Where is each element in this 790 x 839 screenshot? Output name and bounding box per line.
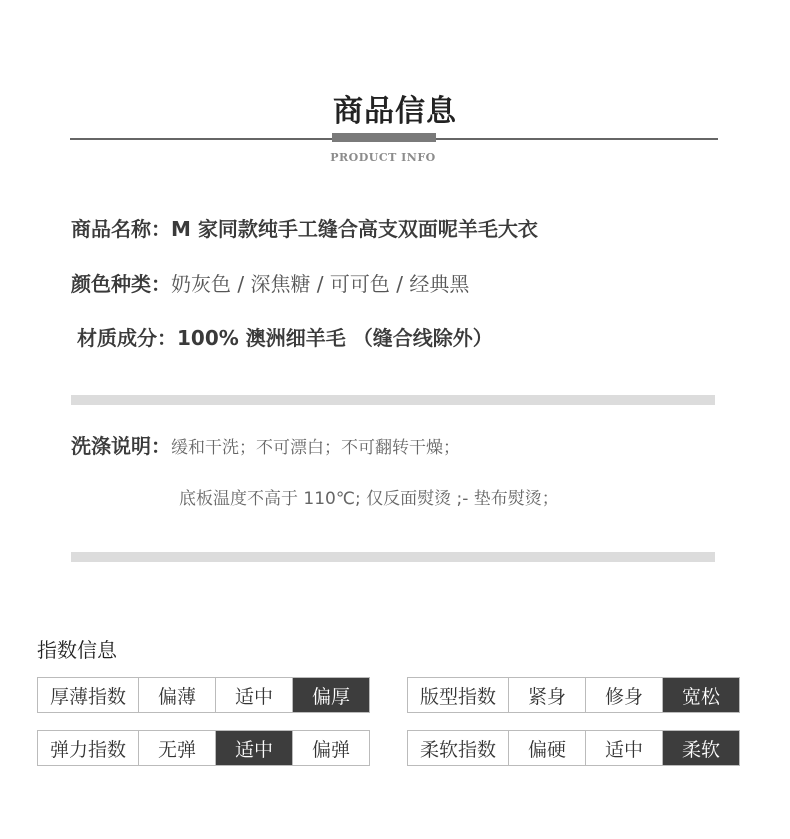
- index-option: 偏厚: [292, 678, 369, 712]
- fit-index-table: [407, 677, 740, 713]
- index-label: 版型指数: [419, 685, 496, 708]
- index-option: 偏硬: [508, 731, 585, 765]
- color-row: [71, 268, 469, 297]
- index-option: 适中: [585, 731, 662, 765]
- index-option: 宽松: [662, 678, 739, 712]
- color-label: 颜色种类：: [71, 272, 171, 296]
- wash-label: 洗涤说明：: [71, 434, 171, 458]
- index-option: 适中: [215, 678, 292, 712]
- material-row: [77, 322, 493, 351]
- softness-index-table: [407, 730, 740, 766]
- index-option: 柔软: [662, 731, 739, 765]
- wash-line-1: 缓和干洗；不可漂白；不可翻转干燥；: [171, 438, 460, 458]
- wash-line-2: 底板温度不高于 110℃; 仅反面熨烫 ;- 垫布熨烫；: [179, 489, 559, 509]
- index-label: 厚薄指数: [49, 685, 126, 708]
- index-option: 偏薄: [138, 678, 215, 712]
- page-title: 商品信息: [333, 94, 457, 129]
- index-option: 适中: [215, 731, 292, 765]
- section-divider: [71, 552, 715, 562]
- index-option: 无弹: [138, 731, 215, 765]
- product-name-row: [71, 213, 538, 242]
- page-subtitle: PRODUCT INFO: [330, 151, 436, 164]
- index-label: 柔软指数: [419, 738, 496, 761]
- wash-row: [71, 430, 460, 459]
- elasticity-index-table: [37, 730, 370, 766]
- index-option: 紧身: [508, 678, 585, 712]
- color-value: 奶灰色 / 深焦糖 / 可可色 / 经典黑: [171, 272, 470, 296]
- product-name-value: M 家同款纯手工缝合高支双面呢羊毛大衣: [171, 217, 538, 241]
- product-name-label: 商品名称：: [71, 217, 171, 241]
- thickness-index-table: [37, 677, 370, 713]
- index-title: 指数信息: [37, 638, 117, 662]
- section-divider: [71, 395, 715, 405]
- index-label: 弹力指数: [49, 738, 126, 761]
- index-option: 偏弹: [292, 731, 369, 765]
- material-value: 100% 澳洲细羊毛 （缝合线除外）: [177, 326, 493, 350]
- title-accent-bar: [332, 133, 436, 142]
- material-label: 材质成分：: [77, 326, 177, 350]
- index-option: 修身: [585, 678, 662, 712]
